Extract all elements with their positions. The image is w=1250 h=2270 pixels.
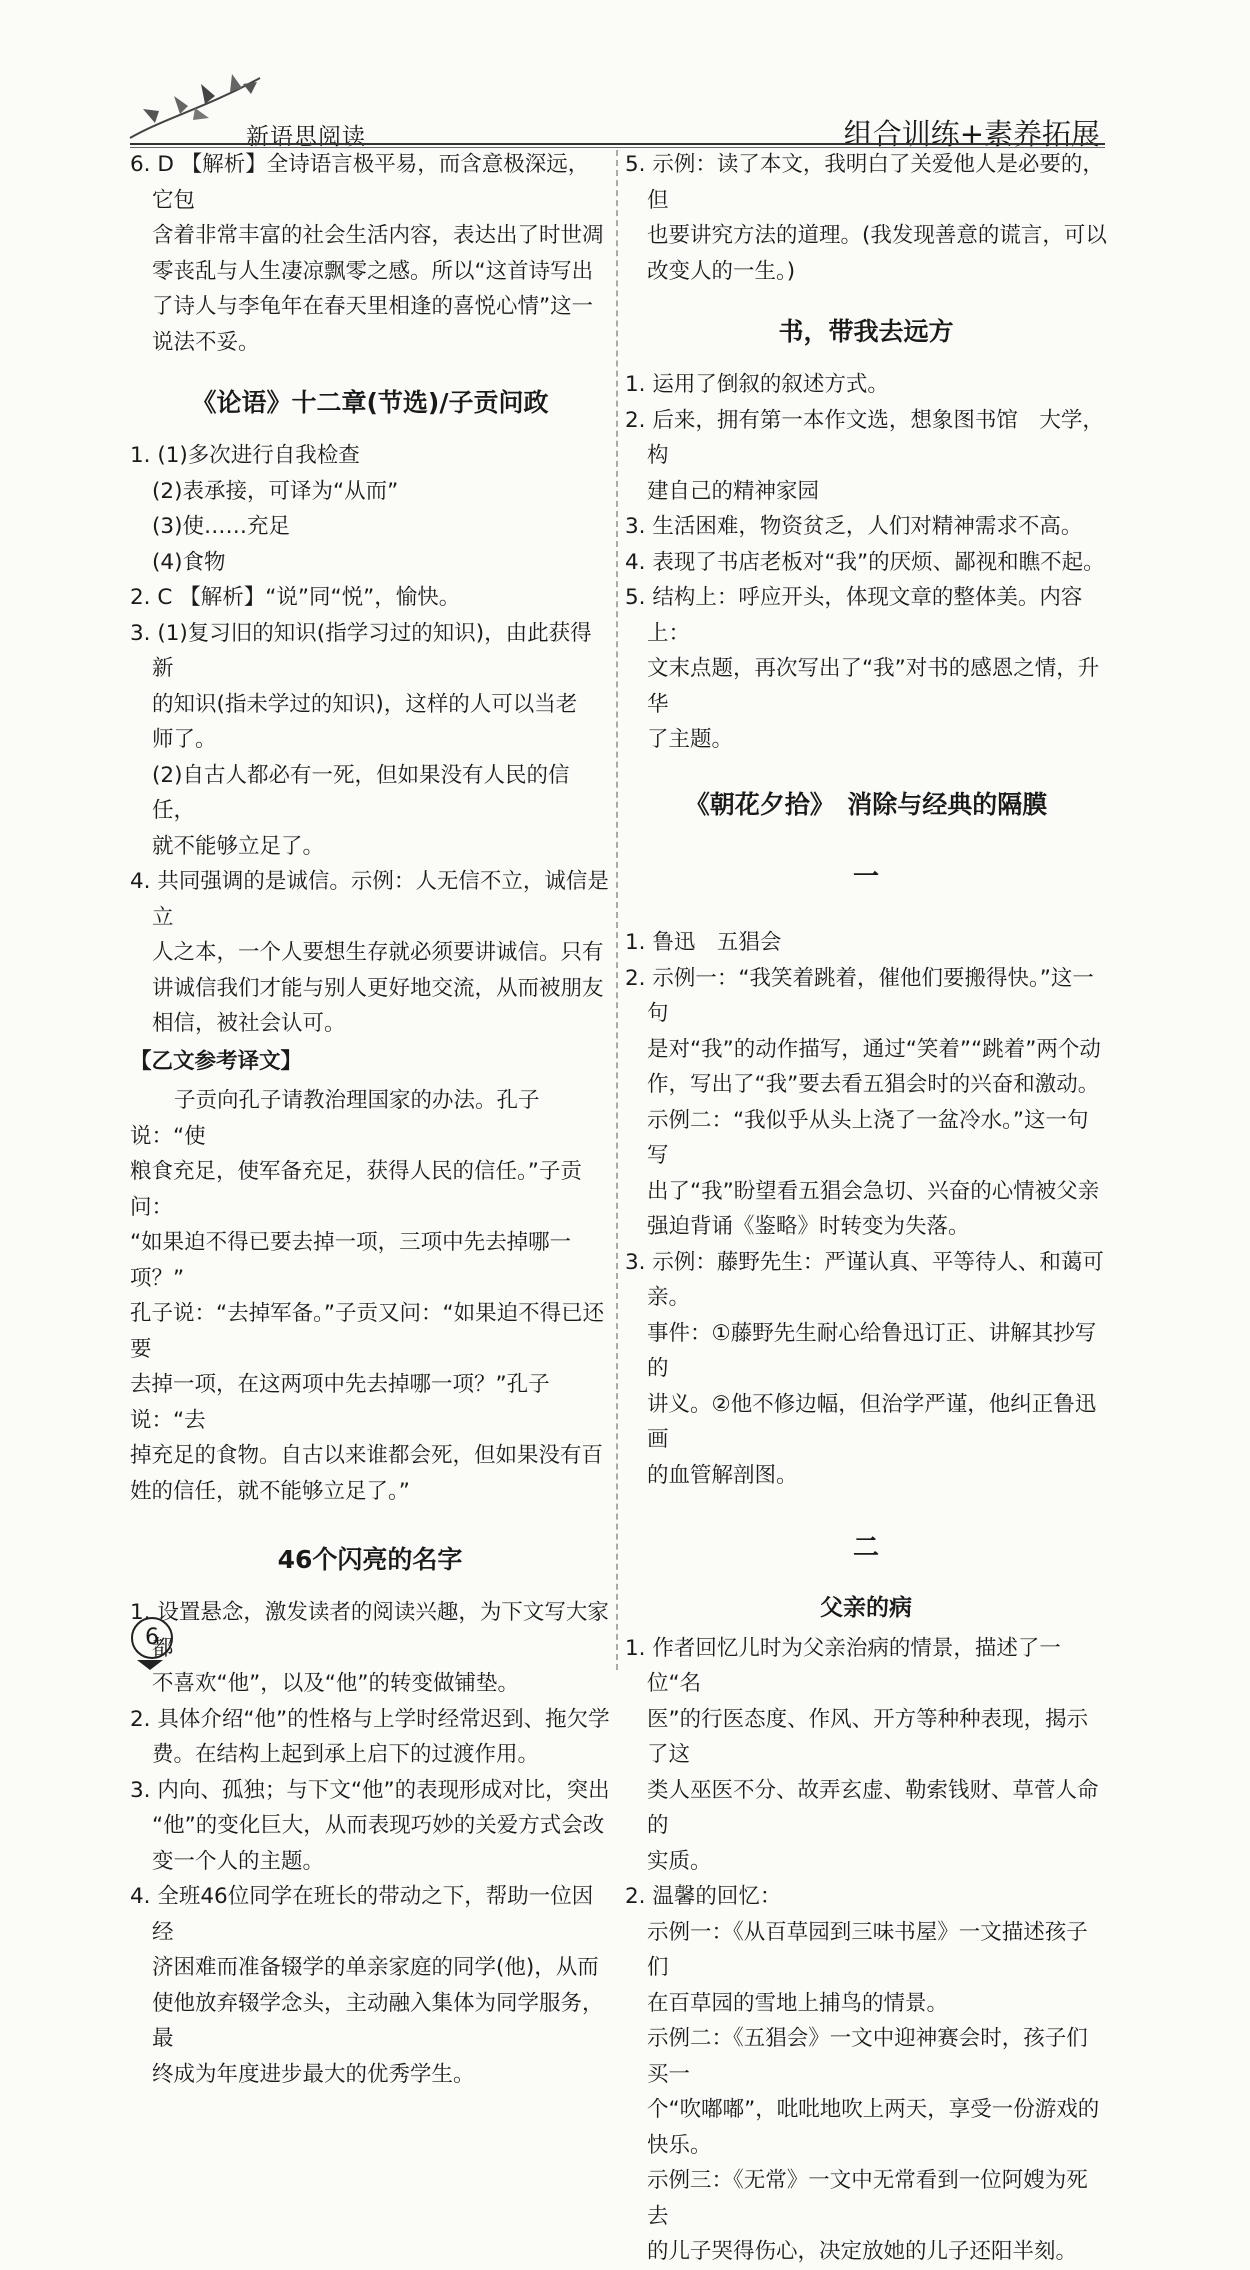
answer-line: 文末点题，再次写出了“我”对书的感恩之情，升华 — [647, 656, 1100, 717]
translation-text — [130, 1083, 610, 1509]
answer-line: 人之本，一个人要想生存就必须要讲诚信。只有 — [152, 940, 604, 965]
answer-line: 相信，被社会认可。 — [152, 1011, 346, 1036]
left-column — [130, 147, 610, 2092]
answer-line: 强迫背诵《鉴略》时转变为失落。 — [647, 1214, 970, 1239]
answer-line: 3. 示例：藤野先生：严谨认真、平等待人、和蔼可亲。 — [625, 1249, 1104, 1310]
answer-line: 2. 示例一：“我笑着跳着，催他们要搬得快。”这一句 — [625, 965, 1094, 1026]
answer-line: (3)使……充足 — [152, 514, 290, 539]
translation-line: 孔子说：“去掉军备。”子贡又问：“如果迫不得已还要 — [130, 1301, 605, 1362]
answer-line: (4)食物 — [152, 549, 226, 575]
answer-line: 2. 温馨的回忆： — [625, 1884, 782, 1909]
answer-line: 的血管解剖图。 — [647, 1462, 798, 1488]
answer-line: 也要讲究方法的道理。(我发现善意的谎言，可以 — [647, 223, 1107, 248]
header-rule — [130, 143, 1105, 145]
answer-line: 4. 共同强调的是诚信。示例：人无信不立，诚信是立 — [130, 869, 609, 930]
answer-line: 5. 示例：读了本文，我明白了关爱他人是必要的，但 — [625, 152, 1104, 213]
answer-line: 示例二：《五猖会》一文中迎神赛会时，孩子们买一 — [647, 2026, 1088, 2087]
answer-line: 4. 全班46位同学在班长的带动之下，帮助一位因经 — [130, 1884, 594, 1945]
answer-line: 快乐。 — [647, 2132, 712, 2158]
answer-line: 费。在结构上起到承上启下的过渡作用。 — [152, 1742, 540, 1767]
answer-line: 了诗人与李龟年在春天里相逢的喜悦心情”这一 — [152, 294, 594, 319]
answer-line: 不喜欢“他”，以及“他”的转变做铺垫。 — [152, 1671, 520, 1696]
answer-line: 的儿子哭得伤心，决定放她的儿子还阳半刻。 — [647, 2239, 1078, 2264]
answer-line: 1. 作者回忆儿时为父亲治病的情景，描述了一位“名 — [625, 1635, 1061, 1696]
answer-line: 济困难而准备辍学的单亲家庭的同学(他)，从而 — [152, 1955, 599, 1980]
answer-line: 3. 生活困难，物资贫乏，人们对精神需求不高。 — [625, 514, 1083, 539]
answer-line: 2. C 【解析】“说”同“悦”，愉快。 — [130, 585, 461, 610]
answer-line: 个“吹嘟嘟”，吡吡地吹上两天，享受一份游戏的 — [647, 2097, 1100, 2122]
section-title-46-names: 46个闪亮的名字 — [277, 1545, 463, 1574]
answer-line: 出了“我”盼望看五猖会急切、兴奋的心情被父亲 — [647, 1178, 1100, 1204]
poem-answer-block — [130, 147, 610, 360]
answer-line: 作，写出了“我”要去看五猖会时的兴奋和激动。 — [647, 1072, 1100, 1097]
answer-line: 1. 设置悬念，激发读者的阅读兴趣，为下文写大家都 — [130, 1600, 609, 1661]
answer-line: 了主题。 — [647, 727, 734, 752]
column-divider — [616, 150, 618, 1670]
answer-line: 的知识(指未学过的知识)，这样的人可以当老 — [152, 691, 578, 717]
answer-line: 在百草园的雪地上捕鸟的情景。 — [647, 1990, 949, 2016]
answer-line: (2)表承接，可译为“从而” — [152, 478, 399, 504]
section-title-books: 书，带我去远方 — [778, 317, 954, 346]
translation-line: 去掉一项，在这两项中先去掉哪一项？”孔子说：“去 — [130, 1372, 550, 1433]
answer-line: 1. 鲁迅 五猖会 — [625, 930, 782, 955]
section-title-father-illness: 父亲的病 — [820, 1594, 912, 1621]
names-answers — [130, 1595, 610, 2092]
leaf-decoration-icon — [125, 68, 265, 143]
part-one-heading: 一 — [852, 861, 879, 892]
father-illness-answers — [625, 1631, 1107, 2270]
care-answer-block — [625, 147, 1107, 289]
answer-line: 终成为年度进步最大的优秀学生。 — [152, 2061, 475, 2087]
answer-line: 6. D 【解析】全诗语言极平易，而含意极深远，它包 — [130, 152, 590, 213]
right-column — [625, 147, 1107, 2270]
answer-line: 讲义。②他不修边幅，但治学严谨，他纠正鲁迅画 — [647, 1391, 1097, 1452]
translation-line: 粮食充足，使军备充足，获得人民的信任。”子贡问： — [130, 1159, 582, 1220]
answer-line: 3. (1)复习旧的知识(指学习过的知识)，由此获得新 — [130, 620, 592, 681]
answer-line: 说法不妥。 — [152, 329, 260, 355]
answer-line: 医”的行医态度、作风、开方等种种表现，揭示了这 — [647, 1706, 1089, 1767]
page-number: 6 — [131, 1617, 173, 1659]
translation-line: 子贡向孔子请教治理国家的办法。孔子说：“使 — [130, 1088, 540, 1149]
zhaohua-answers-part1 — [625, 925, 1107, 1493]
answer-line: 改变人的一生。) — [647, 258, 796, 284]
answer-line: 示例三：《无常》一文中无常看到一位阿嫂为死去 — [647, 2168, 1088, 2229]
books-answers — [625, 367, 1107, 758]
answer-line: 1. (1)多次进行自我检查 — [130, 443, 360, 468]
answer-line: 零丧乱与人生凄凉飘零之感。所以“这首诗写出 — [152, 258, 594, 284]
page-header — [0, 0, 1250, 150]
answer-line: 4. 表现了书店老板对“我”的厌烦、鄙视和瞧不起。 — [625, 549, 1105, 575]
answer-line: 师了。 — [152, 727, 217, 752]
answer-line: 就不能够立足了。 — [152, 833, 325, 859]
answer-line: 2. 后来，拥有第一本作文选，想象图书馆 大学，构 — [625, 407, 1104, 468]
translation-label: 【乙文参考译文】 — [130, 1048, 303, 1074]
answer-line: 5. 结构上：呼应开头，体现文章的整体美。内容上： — [625, 585, 1083, 646]
answer-line: 2. 具体介绍“他”的性格与上学时经常迟到、拖欠学 — [130, 1706, 610, 1732]
answer-line: 3. 内向、孤独；与下文“他”的表现形成对比，突出 — [130, 1777, 610, 1803]
translation-line: 姓的信任，就不能够立足了。” — [130, 1478, 410, 1504]
answer-line: 变一个人的主题。 — [152, 1848, 325, 1874]
answer-line: 示例一：《从百草园到三味书屋》一文描述孩子们 — [647, 1919, 1088, 1980]
answer-line: 示例二：“我似乎从头上浇了一盆冷水。”这一句写 — [647, 1107, 1089, 1168]
translation-line: 掉充足的食物。自古以来谁都会死，但如果没有百 — [130, 1443, 604, 1468]
answer-line: 1. 运用了倒叙的叙述方式。 — [625, 372, 889, 397]
down-arrow-icon — [137, 1660, 163, 1670]
answer-line: 建自己的精神家园 — [647, 478, 820, 504]
answer-line: 实质。 — [647, 1848, 712, 1874]
brand-title: 新语思阅读 — [246, 124, 366, 150]
part-two-heading: 二 — [852, 1533, 879, 1563]
translation-line: “如果迫不得已要去掉一项，三项中先去掉哪一项？” — [130, 1230, 572, 1291]
section-title-zhaohuaxishi: 《朝花夕拾》 消除与经典的隔膜 — [684, 789, 1048, 819]
answer-line: 使他放弃辍学念头，主动融入集体为同学服务，最 — [152, 1990, 604, 2051]
answer-line: (2)自古人都必有一死，但如果没有人民的信任， — [152, 762, 570, 823]
answer-line: 事件：①藤野先生耐心给鲁迅订正、讲解其抄写的 — [647, 1320, 1097, 1381]
answer-line: 含着非常丰富的社会生活内容，表达出了时世凋 — [152, 223, 604, 248]
section-title-lunyu: 《论语》十二章(节选)/子贡问政 — [191, 388, 549, 417]
series-title: 组合训练+素养拓展 — [843, 117, 1100, 151]
answer-line: 讲诚信我们才能与别人更好地交流，从而被朋友 — [152, 975, 604, 1001]
lunyu-answers — [130, 438, 610, 1042]
answer-line: “他”的变化巨大，从而表现巧妙的关爱方式会改 — [152, 1813, 605, 1838]
answer-line: 类人巫医不分、故弄玄虚、勒索钱财、草菅人命的 — [647, 1777, 1099, 1838]
answer-line: 是对“我”的动作描写，通过“笑着”“跳着”两个动 — [647, 1036, 1101, 1062]
